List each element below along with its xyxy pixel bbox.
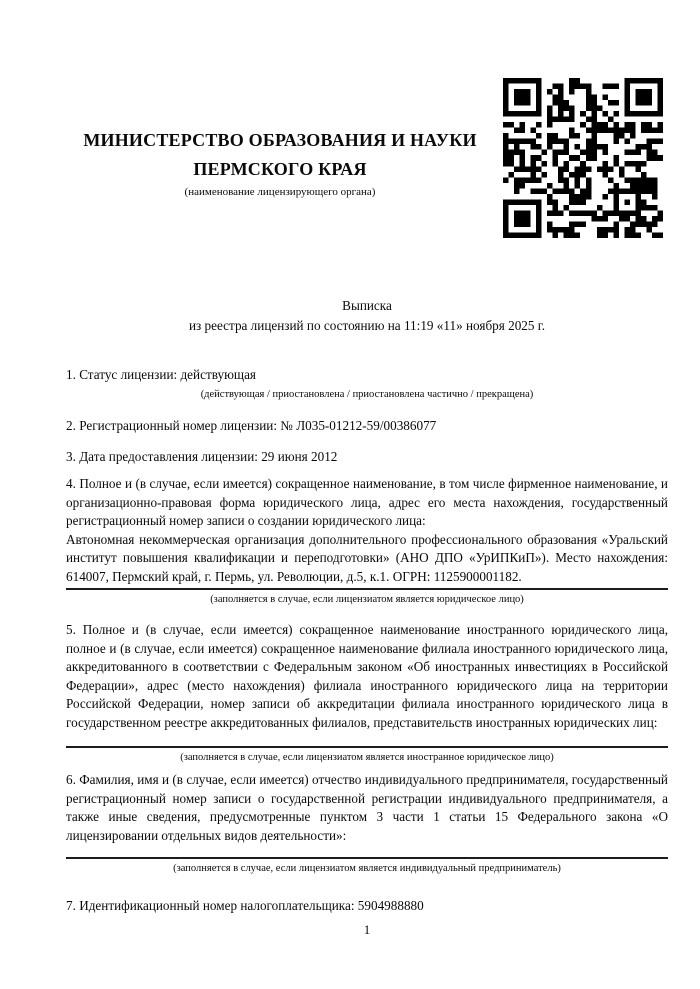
field-entrepreneur-caption: (заполняется в случае, если лицензиатом является индивидуальный предприниматель)	[173, 863, 561, 875]
document-title	[66, 296, 668, 336]
fill-in-rule	[66, 746, 668, 748]
title-line2: из реестра лицензий по состоянию на 11:19 «11» ноября 2025 г.	[188, 318, 546, 333]
ministry-name-line2: ПЕРМСКОГО КРАЯ	[193, 159, 367, 179]
field-legal-entity-caption: (заполняется в случае, если лицензиатом является юридическое лицо)	[210, 593, 524, 605]
page-number: 1	[363, 922, 371, 937]
fill-in-rule	[66, 857, 668, 859]
authority-caption: (наименование лицензирующего органа)	[184, 186, 376, 198]
field-entrepreneur-text: 6. Фамилия, имя и (в случае, если имеется) отчество индивидуального предпринимателя, государственный регистрационный номер записи о государственной регистрации индивидуального предпринимателя, а также иные сведения, предусмотренные пунктом 3 части 1 статьи 15 Федерального закона «О лицензировании отдельных видов деятельности»:	[66, 772, 668, 843]
ministry-name-line1: МИНИСТЕРСТВО ОБРАЗОВАНИЯ И НАУКИ	[83, 130, 477, 150]
field-grant-date-text: 3. Дата предоставления лицензии: 29 июня 2012	[66, 449, 338, 464]
field-legal-entity-value: Автономная некоммерческая организация дополнительного профессионального образования «Уральский институт повышения квалификации и переподготовки» (АНО ДПО «УрИПКиП»). Место нахождения: 614007, Пермский край, г. Пермь, ул. Революции, д.5, к.1. ОГРН: 1125900001182.	[66, 531, 668, 584]
field-grant-date	[66, 448, 668, 467]
field-foreign-entity-text: 5. Полное и (в случае, если имеется) сокращенное наименование иностранного юридического лица, полное и (в случае, если имеется) сокращенное наименование филиала иностранного юридического лица, аккредитованного в соответствии с Федеральным законом «Об иностранных инвестициях в Российской Федерации», адрес (место нахождения) филиала иностранного юридического лица на территории Российской Федерации, номер записи об аккредитации филиала иностранного юридического лица в государственном реестре аккредитованных филиалов, представительств иностранных юридических лиц:	[66, 622, 668, 730]
field-license-status	[66, 366, 668, 401]
field-registration-number	[66, 417, 668, 436]
licensing-authority-header	[66, 126, 494, 199]
field-entrepreneur	[66, 771, 668, 875]
field-license-status-text: 1. Статус лицензии: действующая	[66, 367, 257, 382]
field-foreign-entity-caption: (заполняется в случае, если лицензиатом является иностранное юридическое лицо)	[180, 751, 554, 763]
field-taxpayer-id	[66, 897, 668, 916]
field-taxpayer-id-text: 7. Идентификационный номер налогоплательщика: 5904988880	[66, 898, 424, 913]
field-foreign-entity	[66, 621, 668, 764]
field-license-status-caption: (действующая / приостановлена / приостановлена частично / прекращена)	[200, 388, 534, 400]
field-legal-entity-text: 4. Полное и (в случае, если имеется) сокращенное наименование, в том числе фирменное наименование, и организационно-правовая форма юридического лица, адрес его места нахождения, государственный регистрационный номер записи о создании юридического лица:	[66, 476, 668, 529]
fill-in-rule	[66, 588, 668, 590]
qr-code	[503, 78, 663, 238]
field-registration-number-text: 2. Регистрационный номер лицензии: № Л035-01212-59/00386077	[66, 418, 437, 433]
field-legal-entity	[66, 475, 668, 606]
title-line1: Выписка	[342, 298, 392, 313]
